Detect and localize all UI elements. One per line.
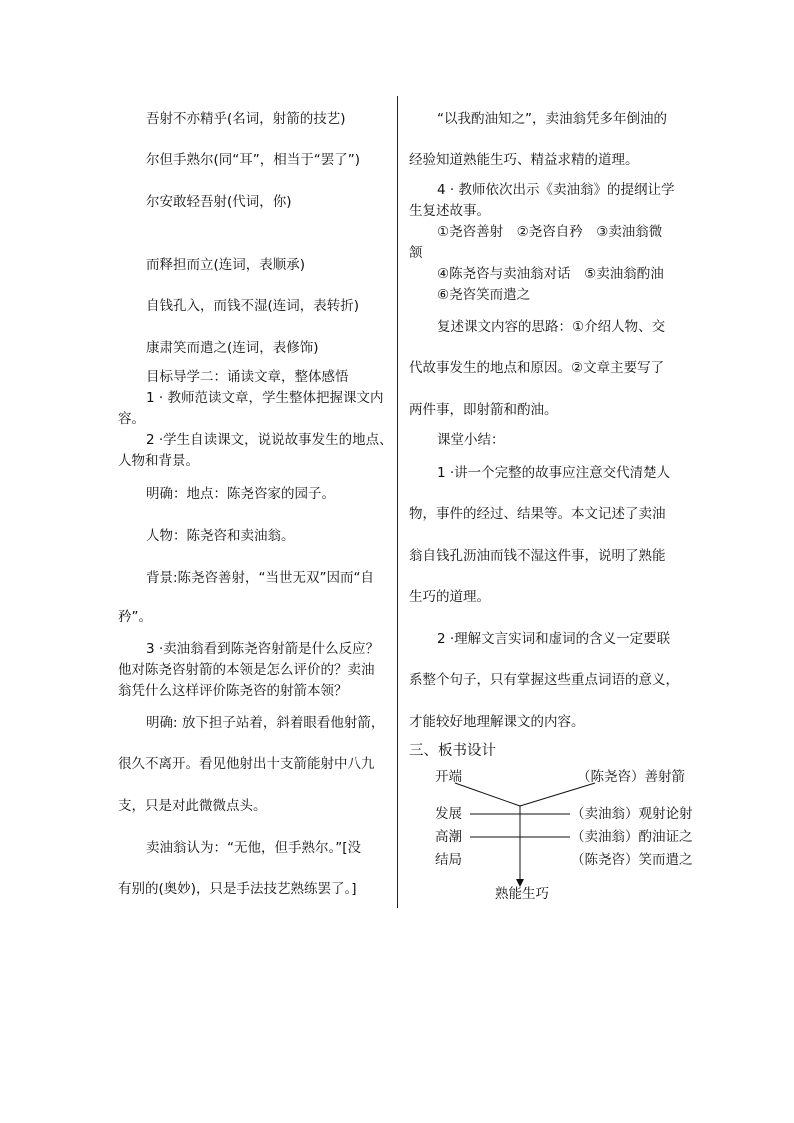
- text-line: 1 · 教师范读文章，学生整体把握课文内: [146, 390, 384, 406]
- text-line: 4 · 教师依次出示《卖油翁》的提纲让学: [437, 182, 675, 198]
- text-line: 人物和背景。: [118, 453, 199, 469]
- section-heading: 课堂小结：: [437, 432, 505, 448]
- board-design-diagram: [405, 740, 725, 910]
- text-line: ④陈尧咨与卖油翁对话 ⑤卖油翁酌油: [437, 266, 664, 282]
- text-line: “以我酌油知之”，卖油翁凭多年倒油的: [437, 111, 667, 127]
- text-line: 2 ·理解文言实词和虚词的含义一定要联: [437, 631, 671, 647]
- text-line: 物，事件的经过、结果等。本文记述了卖油: [409, 506, 666, 522]
- text-line: 他对陈尧咨射箭的本领是怎么评价的？卖油: [118, 662, 375, 678]
- text-line: 很久不离开。看见他射出十支箭能射中八九: [118, 756, 375, 772]
- board-label-beginning: 开端: [435, 769, 462, 785]
- text-line: 经验知道熟能生巧、精益求精的道理。: [409, 152, 639, 168]
- text-line: 翁自钱孔沥油而钱不湿这件事，说明了熟能: [409, 548, 666, 564]
- text-line: 明确: 放下担子站着，斜着眼看他射箭，: [146, 715, 385, 731]
- text-line: 复述课文内容的思路：①介绍人物、交: [437, 319, 666, 335]
- column-divider: [397, 96, 398, 908]
- text-line: 容。: [118, 411, 145, 427]
- board-value-beginning: （陈尧咨）善射箭: [577, 769, 685, 785]
- text-line: 颔: [409, 245, 423, 261]
- text-line: 尔安敢轻吾射(代词，你): [146, 194, 292, 210]
- section-heading: 目标导学二：诵读文章，整体感悟: [146, 369, 349, 385]
- text-line: 生巧的道理。: [409, 589, 490, 605]
- text-line: 尔但手熟尔(同“耳”，相当于“罢了”): [146, 152, 361, 168]
- text-line: 翁凭什么这样评价陈尧咨的射箭本领？: [118, 683, 348, 699]
- board-value-development: （卖油翁）观射论射: [571, 806, 693, 822]
- text-line: 卖油翁认为：“无他，但手熟尔。”[没: [146, 840, 362, 856]
- text-line: 矜”。: [118, 609, 152, 625]
- text-line: 明确：地点：陈尧咨家的园子。: [146, 486, 335, 502]
- text-line: 3 ·卖油翁看到陈尧咨射箭是什么反应？: [146, 641, 380, 657]
- text-line: 而释担而立(连词，表顺承): [146, 257, 306, 273]
- board-value-ending: （陈尧咨）笑而遣之: [571, 852, 693, 868]
- board-label-development: 发展: [435, 806, 462, 822]
- board-value-climax: （卖油翁）酌油证之: [571, 829, 693, 845]
- text-line: 背景:陈尧咨善射，“当世无双”因而“自: [146, 570, 375, 586]
- text-line: 两件事，即射箭和酌油。: [409, 402, 558, 418]
- board-label-ending: 结局: [435, 852, 462, 868]
- text-line: 支，只是对此微微点头。: [118, 798, 267, 814]
- text-line: 生复述故事。: [409, 203, 490, 219]
- text-line: 1 ·讲一个完整的故事应注意交代清楚人: [437, 465, 671, 481]
- text-line: 2 ·学生自读课文，说说故事发生的地点、: [146, 432, 393, 448]
- text-line: ①尧咨善射 ②尧咨自矜 ③卖油翁微: [437, 224, 663, 240]
- text-line: 才能较好地理解课文的内容。: [409, 714, 585, 730]
- text-line: 代故事发生的地点和原因。②文章主要写了: [409, 360, 665, 376]
- board-label-climax: 高潮: [435, 829, 462, 845]
- text-line: 有别的(奥妙)，只是手法技艺熟练罢了。]: [118, 881, 357, 897]
- text-line: 系整个句子，只有掌握这些重点词语的意义，: [409, 672, 679, 688]
- text-line: 康肃笑而遣之(连词，表修饰): [146, 340, 319, 356]
- text-line: 吾射不亦精乎(名词，射箭的技艺): [146, 111, 346, 127]
- diagram-lines: [405, 740, 725, 910]
- text-line: ⑥尧咨笑而遣之: [437, 287, 531, 303]
- text-line: 自钱孔入，而钱不湿(连词，表转折): [146, 298, 360, 314]
- section-heading: 三、板书设计: [409, 743, 496, 759]
- board-center-theme: 熟能生巧: [495, 886, 549, 902]
- branch-line-left: [455, 783, 520, 806]
- text-line: 人物：陈尧咨和卖油翁。: [146, 528, 295, 544]
- branch-line-right: [520, 783, 595, 806]
